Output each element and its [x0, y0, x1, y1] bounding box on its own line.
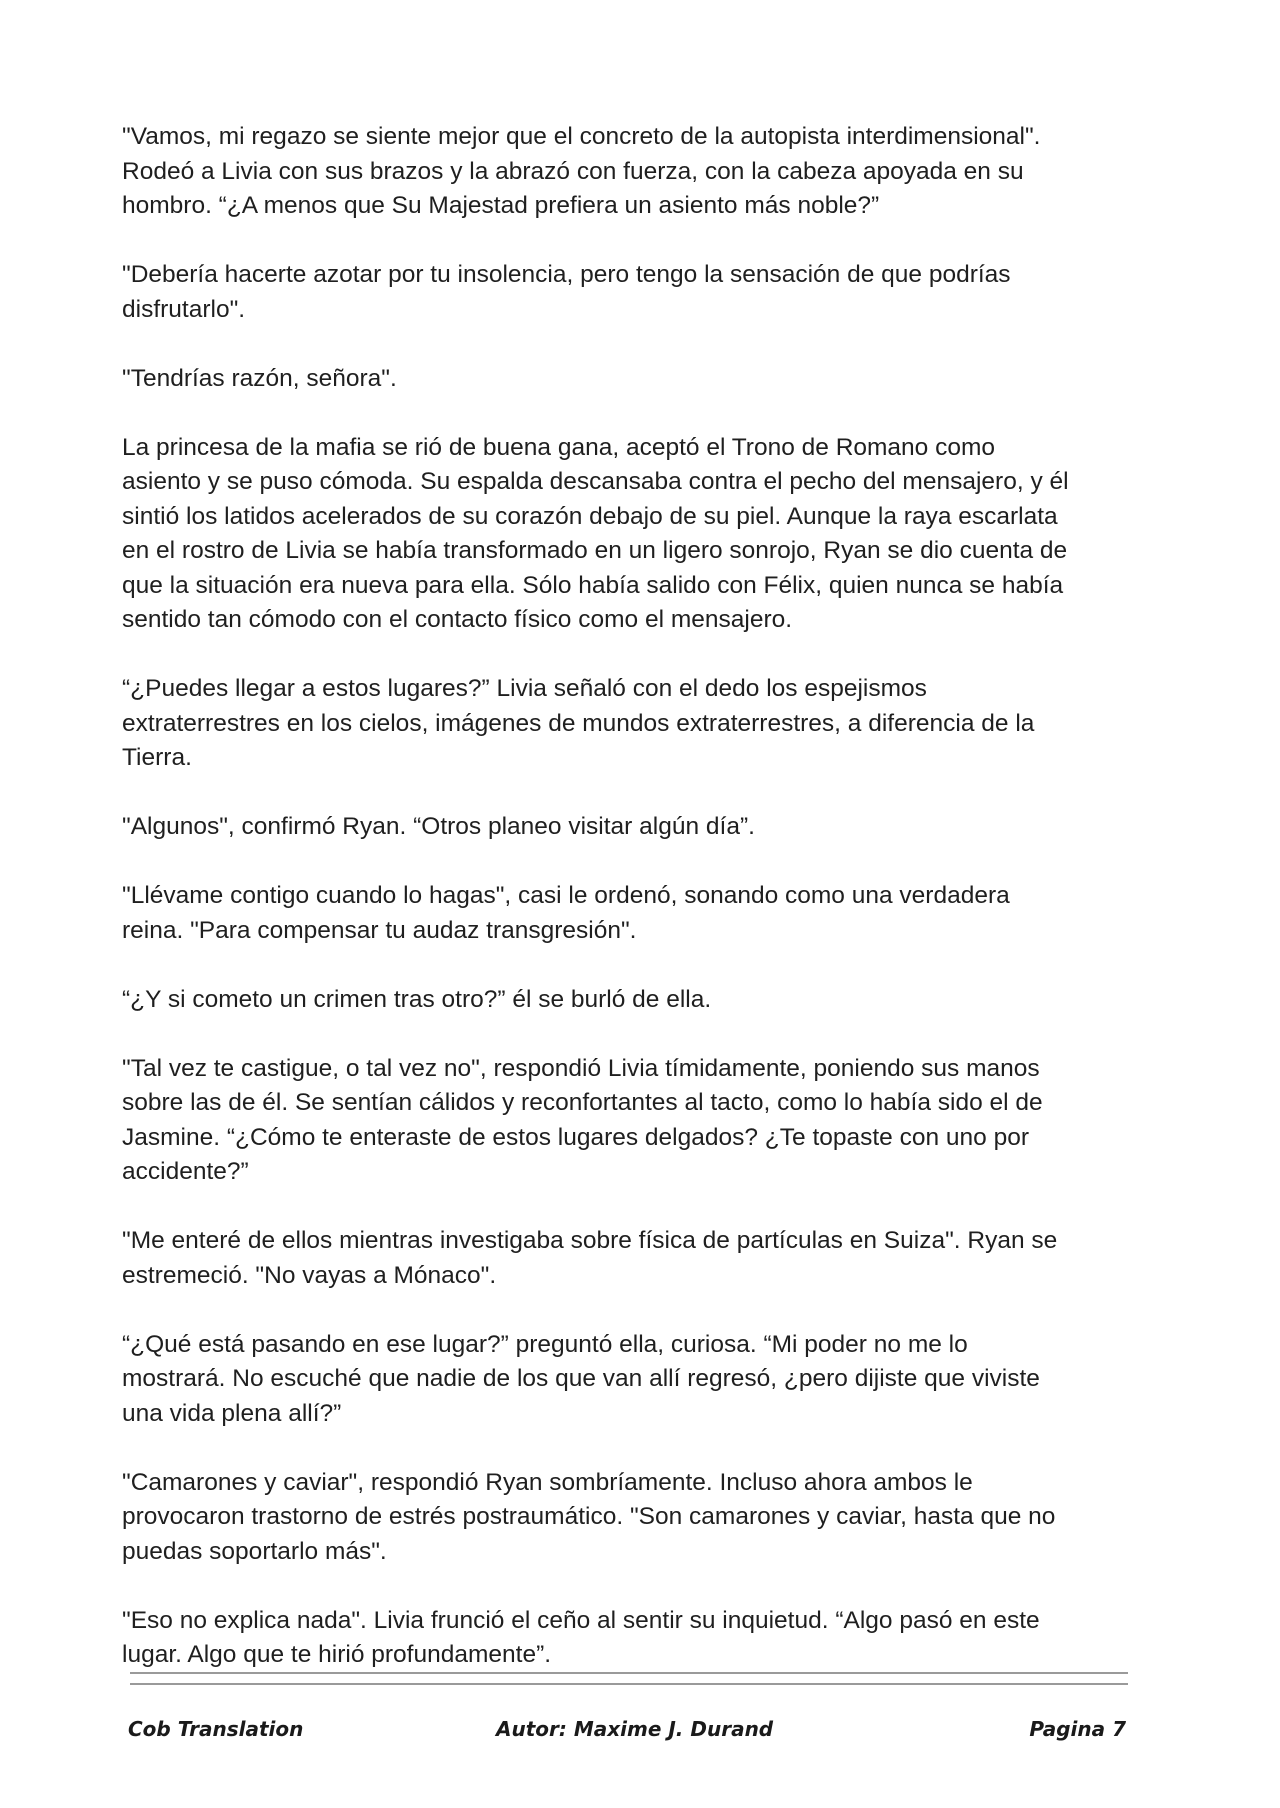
paragraph-10: "Me enteré de ellos mientras investigaba sobre física de partículas en Suiza". Ryan se estremeció. "No vayas a Mónaco".	[122, 1227, 1058, 1289]
paragraph-9: "Tal vez te castigue, o tal vez no", respondió Livia tímidamente, poniendo sus manos sobre las de él. Se sentían cálidos y reconfortantes al tacto, como lo había sido el de Jasmine. “¿Cómo te enteraste de estos lugares delgados? ¿Te topaste con uno por accidente?”	[122, 1054, 1043, 1185]
paragraph-3: "Tendrías razón, señora".	[122, 364, 397, 392]
footer-translator: Cob Translation	[128, 1717, 304, 1741]
paragraph-7: "Llévame contigo cuando lo hagas", casi le ordenó, sonando como una verdadera reina. "Para compensar tu audaz transgresión".	[122, 882, 1010, 944]
paragraph-13: "Eso no explica nada". Livia frunció el ceño al sentir su inquietud. “Algo pasó en este lugar. Algo que te hirió profundamente”.	[122, 1606, 1040, 1668]
paragraph-1: "Vamos, mi regazo se siente mejor que el concreto de la autopista interdimensional". Rodeó a Livia con sus brazos y la abrazó con fuerza, con la cabeza apoyada en su hombro. “¿A menos que Su Majestad prefiera un asiento más noble?”	[122, 123, 1041, 219]
footer-page-number: Pagina 7	[1029, 1717, 1126, 1741]
paragraph-2: "Debería hacerte azotar por tu insolencia, pero tengo la sensación de que podrías disfrutarlo".	[122, 261, 1011, 323]
page-footer	[128, 1717, 1126, 1747]
paragraph-4: La princesa de la mafia se rió de buena gana, aceptó el Trono de Romano como asiento y se puso cómoda. Su espalda descansaba contra el pecho del mensajero, y él sintió los latidos acelerados de su corazón debajo de su piel. Aunque la raya escarlata en el rostro de Livia se había transformado en un ligero sonrojo, Ryan se dio cuenta de que la situación era nueva para ella. Sólo había salido con Félix, quien nunca se había sentido tan cómodo con el contacto físico como el mensajero.	[122, 433, 1069, 633]
paragraph-12: "Camarones y caviar", respondió Ryan sombríamente. Incluso ahora ambos le provocaron trastorno de estrés postraumático. "Son camarones y caviar, hasta que no puedas soportarlo más".	[122, 1468, 1056, 1565]
footer-author: Autor: Maxime J. Durand	[496, 1717, 774, 1741]
body-text	[122, 120, 1142, 1707]
paragraph-5: “¿Puedes llegar a estos lugares?” Livia señaló con el dedo los espejismos extraterrestres en los cielos, imágenes de mundos extraterrestres, a diferencia de la Tierra.	[122, 675, 1035, 771]
paragraph-8: “¿Y si cometo un crimen tras otro?” él se burló de ella.	[122, 985, 712, 1013]
paragraph-11: “¿Qué está pasando en ese lugar?” preguntó ella, curiosa. “Mi poder no me lo mostrará. No escuché que nadie de los que van allí regresó, ¿pero dijiste que viviste una vida plena allí?”	[122, 1330, 1040, 1427]
footer-divider-bottom	[130, 1683, 1128, 1685]
paragraph-6: "Algunos", confirmó Ryan. “Otros planeo visitar algún día”.	[122, 813, 755, 840]
footer-divider-top	[130, 1672, 1128, 1674]
